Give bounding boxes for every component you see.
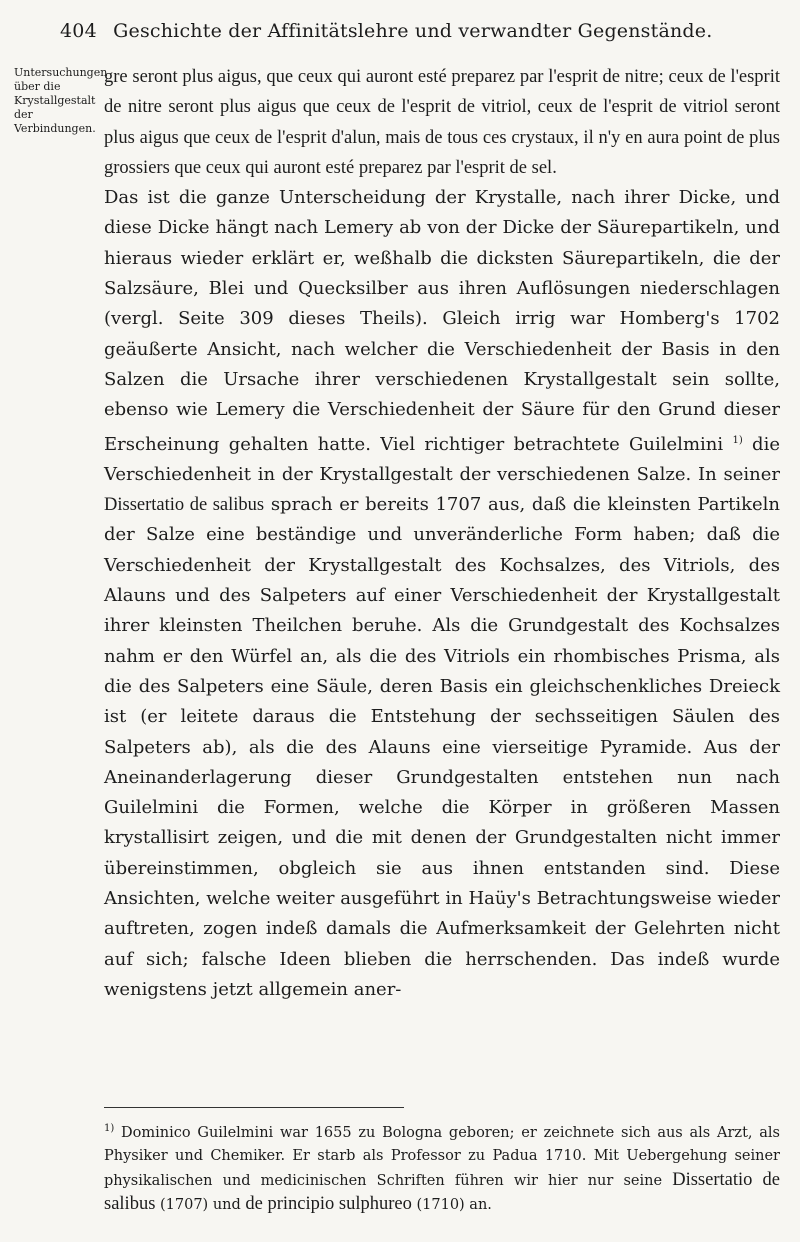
footnote-divider [104, 1107, 404, 1108]
footnote-latin-title-1: Dissertatio de salibus [104, 1169, 780, 1215]
page-header [60, 20, 780, 42]
running-title: Geschichte der Affinitätslehre und verwandter Gegenstände. [113, 20, 713, 42]
footnote-mid: (1707) und [160, 1197, 241, 1214]
main-text [104, 62, 780, 1005]
footnote-text: Dominico Guilelmini war 1655 zu Bologna geboren; er zeichnete sich aus als Arzt, als Physiker und Chemiker. Er starb als Professor zu Padua 1710. Mit Uebergehung seiner physikalischen und medicinischen Schriften führen wir hier nur seine [104, 1124, 781, 1189]
page-number: 404 [60, 20, 97, 42]
french-quote: gre seront plus aigus, que ceux qui auront esté preparez par l'esprit de nitre; ceux de l'esprit de nitre seront plus aigus que ceux de l'esprit de vitriol, ceux de l'esprit de vitriol seront plus aigus que ceux de l'esprit d'alun, mais de tous ces crystaux, il n'y en aura point de plus grossiers que ceux qui auront esté preparez par l'esprit de sel. [104, 67, 780, 178]
latin-title: Dissertatio de salibus [104, 495, 265, 516]
footnote [104, 1117, 780, 1218]
paragraph-text-cont2: sprach er bereits 1707 aus, daß die kleinsten Partikeln der Salze eine beständige und unveränderliche Form haben; daß die Verschiedenheit der Krystallgestalt des Kochsalzes, des Vitriols, des Alauns und des Salpeters auf einer Verschiedenheit der Krystallgestalt ihrer kleinsten Theilchen beruhe. Als die Grundgestalt des Kochsalzes nahm er den Würfel an, als die des Vitriols ein rhombisches Prisma, als die des Salpeters eine Säule, deren Basis ein gleichschenkliches Dreieck ist (er leitete daraus die Entstehung der sechsseitigen Säulen des Salpeters ab), als die des Alauns eine vierseitige Pyramide. Aus der Aneinanderlagerung dieser Grundgestalten entstehen nun nach Guilelmini die Formen, welche die Körper in größeren Massen krystallisirt zeigen, und die mit denen der Grundgestalten nicht immer übereinstimmen, obgleich sie aus ihnen entstanden sind. Diese Ansichten, welche weiter ausgeführt in Haüy's Betrachtungsweise wieder auftreten, zogen indeß damals die Aufmerksamkeit der Gelehrten nicht auf sich; falsche Ideen blieben die herrschenden. Das indeß wurde wenigstens jetzt allgemein aner- [104, 494, 780, 1000]
footnote-latin-title-2: de principio sulphureo [245, 1194, 412, 1215]
footnote-end: (1710) an. [416, 1197, 492, 1214]
paragraph-text: Das ist die ganze Unterscheidung der Krystalle, nach ihrer Dicke, und diese Dicke hängt nach Lemery ab von der Dicke der Säurepartikeln, und hieraus wieder erklärt er, weßhalb die dicksten Säurepartikeln, die der Salzsäure, Blei und Quecksilber aus ihren Auflösungen niederschlagen (vergl. Seite 309 dieses Theils). Gleich irrig war Homberg's 1702 geäußerte Ansicht, nach welcher die Verschiedenheit der Basis in den Salzen die Ursache ihrer verschiedenen Krystallgestalt sein sollte, ebenso wie Lemery die Verschiedenheit der Säure für den Grund dieser Erscheinung gehalten hatte. Viel richtiger betrachtete Guilelmini [104, 187, 780, 455]
body-paragraph [104, 183, 780, 1005]
paragraph-text-cont: die Verschiedenheit in der Krystallgestalt der verschiedenen Salze. In seiner [104, 433, 780, 485]
margin-note: Untersuchungen über die Krystallgestalt der Verbindungen. [14, 66, 108, 135]
quote-paragraph [104, 62, 780, 183]
footnote-reference[interactable]: 1) [732, 434, 743, 446]
footnote-marker: 1) [104, 1123, 115, 1134]
